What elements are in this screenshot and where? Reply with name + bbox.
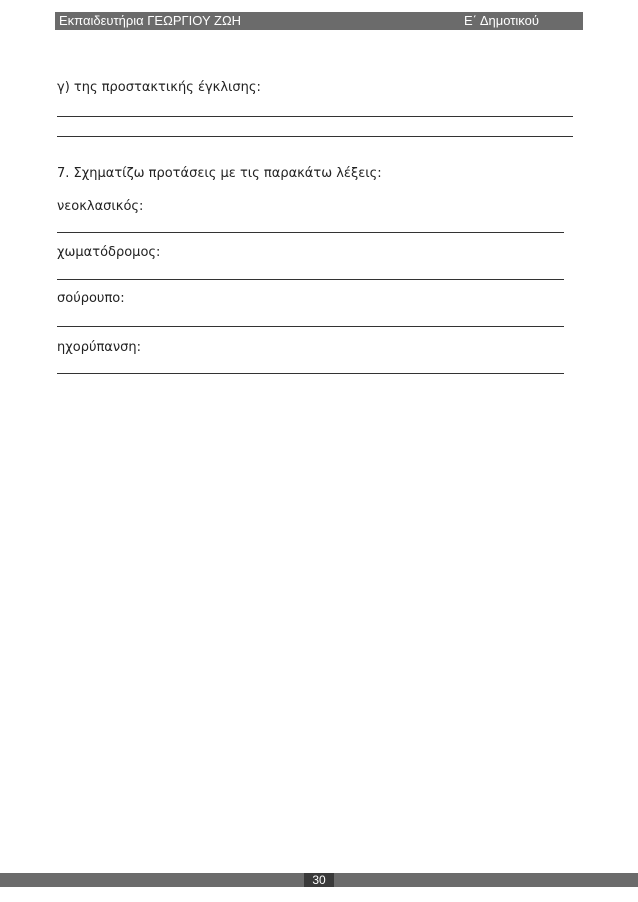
- item-g-label: γ) της προστακτικής έγκλισης:: [57, 80, 261, 95]
- word-ichorypansi: ηχορύπανση:: [57, 340, 141, 355]
- page-header: [55, 12, 583, 30]
- word-sourouρο: σούρουπο:: [57, 291, 125, 306]
- page-number: 30: [304, 873, 334, 887]
- header-grade: Ε΄ Δημοτικού: [463, 13, 539, 28]
- answer-line: [57, 326, 564, 327]
- exercise-7-title: 7. Σχηματίζω προτάσεις με τις παρακάτω λέξεις:: [57, 166, 382, 181]
- answer-line: [57, 232, 564, 233]
- answer-line: [57, 116, 573, 117]
- answer-line: [57, 279, 564, 280]
- answer-line: [57, 136, 573, 137]
- page-footer: [0, 873, 638, 887]
- word-neoklasikos: νεοκλασικός:: [57, 199, 144, 214]
- answer-line: [57, 373, 564, 374]
- word-xomatodromos: χωματόδρομος:: [57, 245, 161, 260]
- header-school-name: Εκπαιδευτήρια ΓΕΩΡΓΙΟΥ ΖΩΗ: [59, 13, 242, 28]
